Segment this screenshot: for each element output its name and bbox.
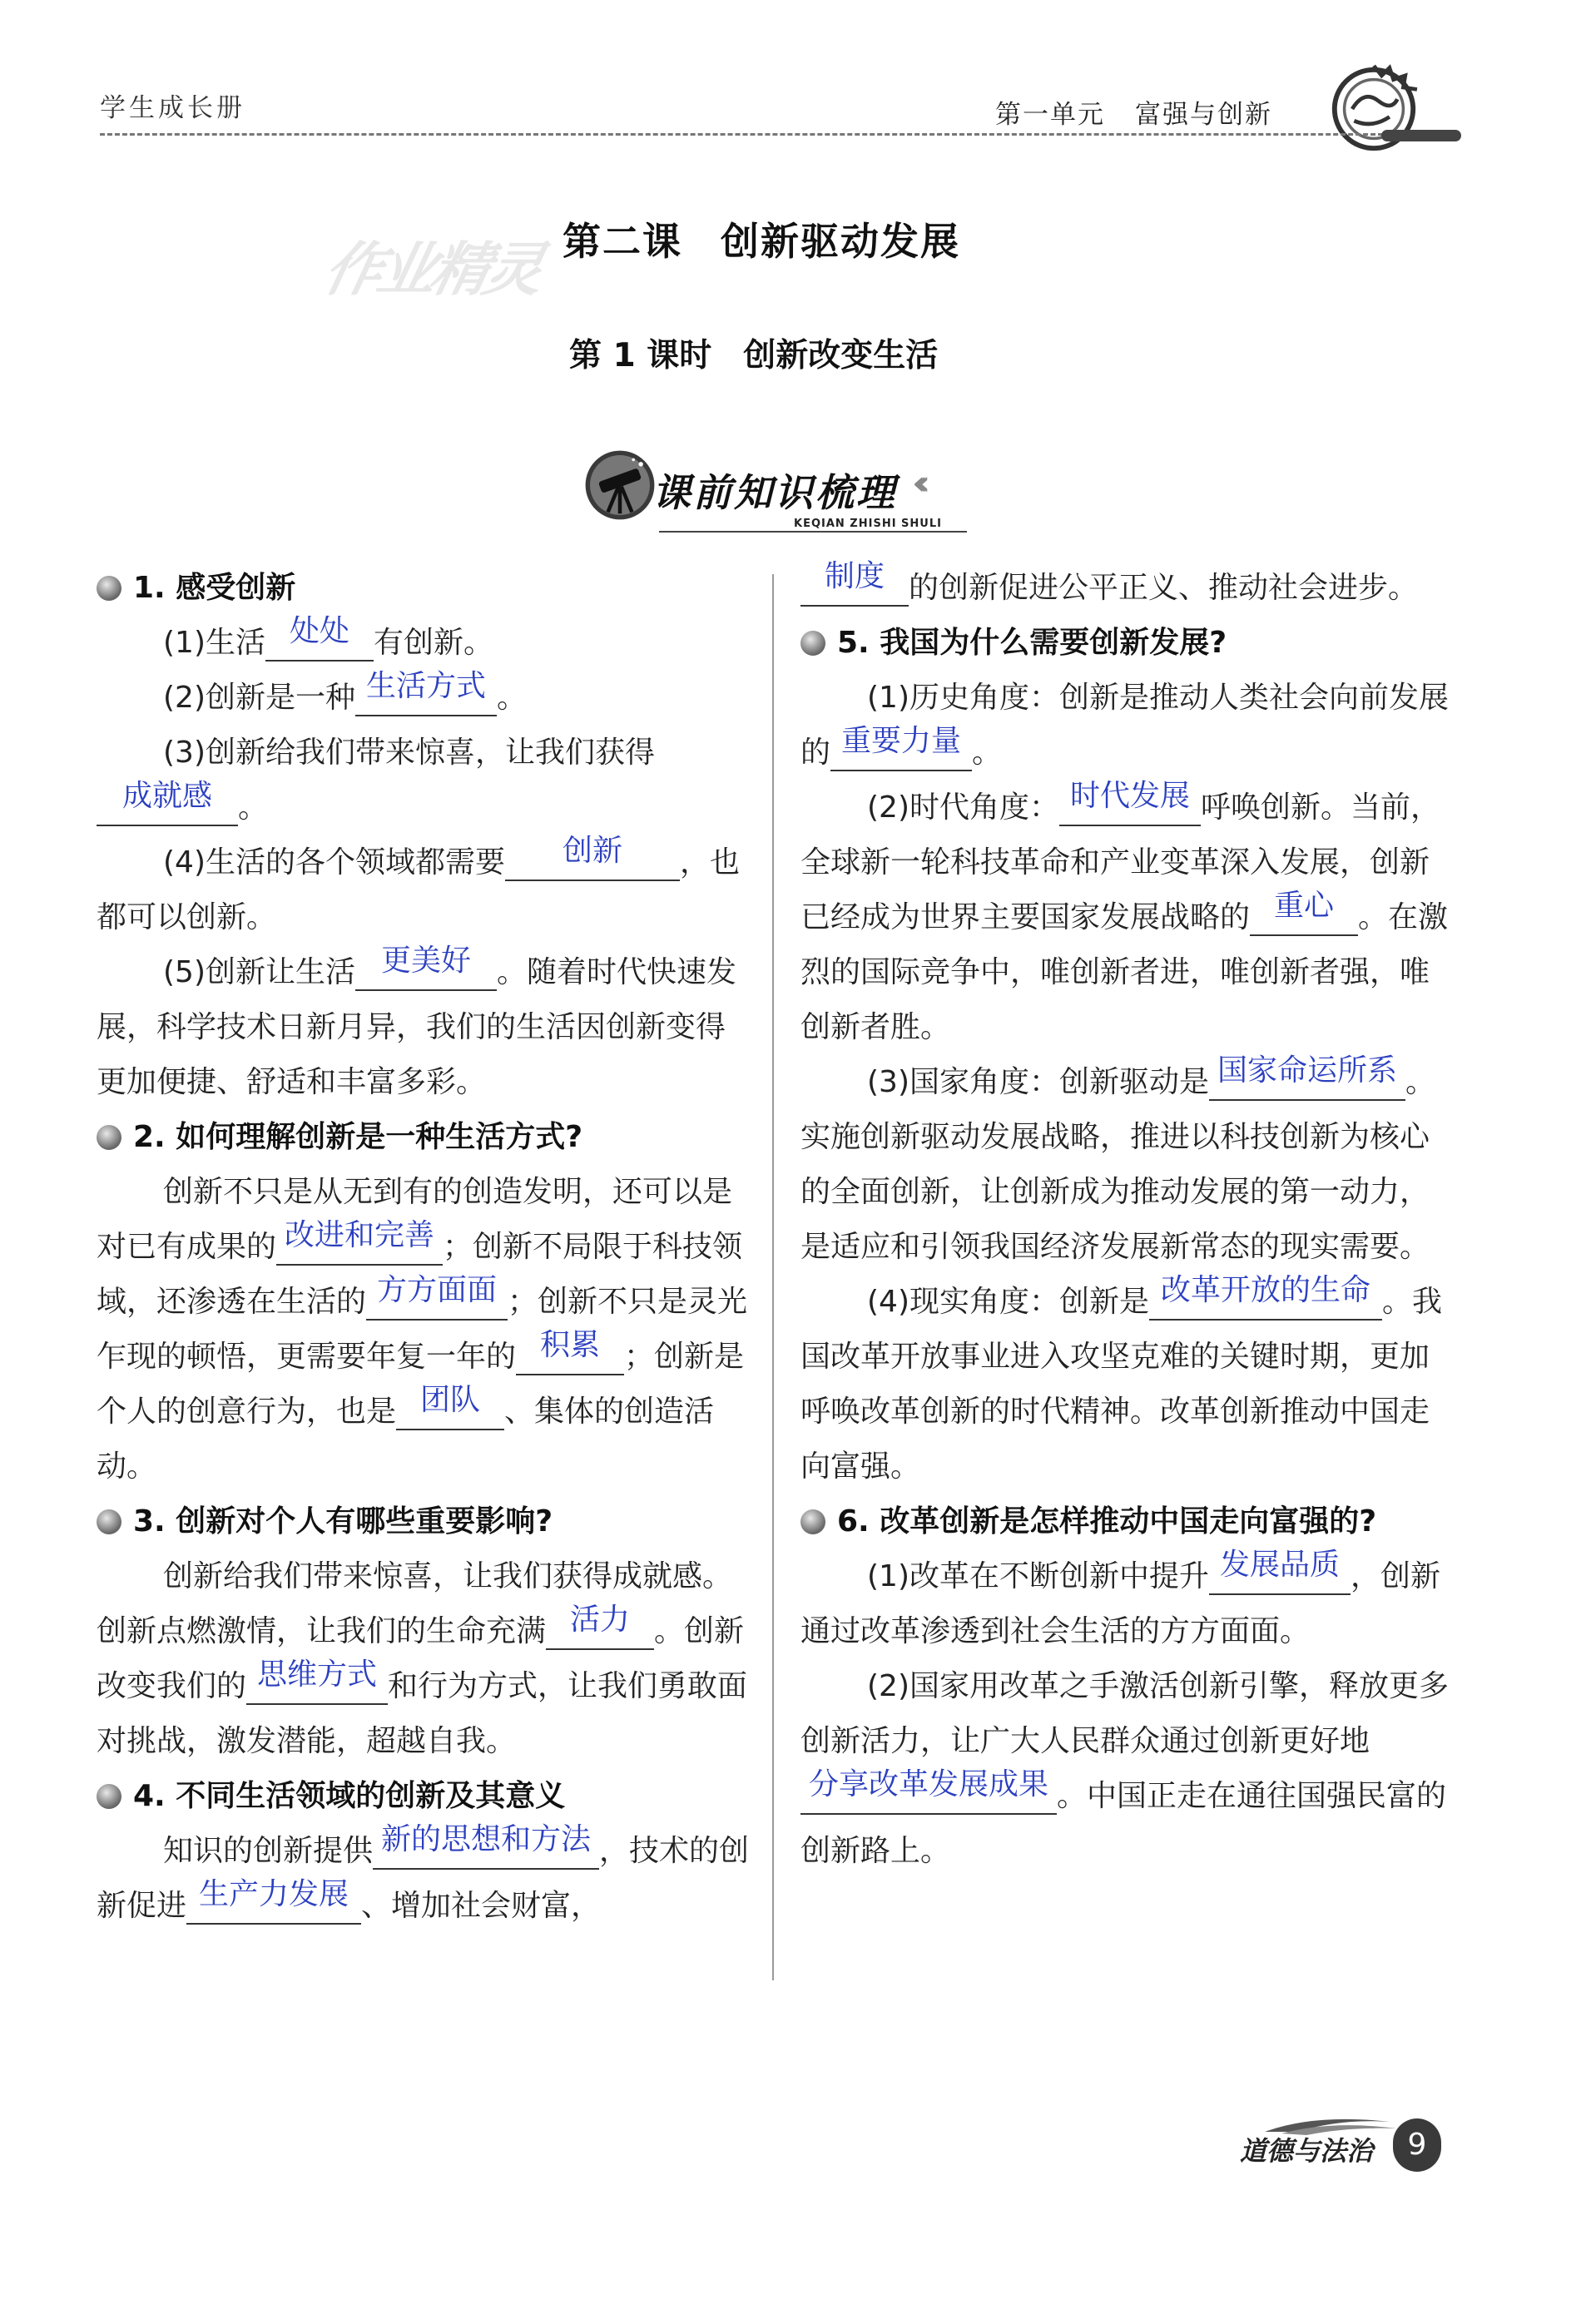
paragraph: (3)国家角度：创新驱动是 国家命运所系 。实施创新驱动发展战略，推进以科技创新为核心的全面创新，让创新成为推动发展的第一动力，是适应和引领我国经济发展新常态的现实需要。 xyxy=(800,1053,1436,1264)
answer-blank[interactable]: 制度 xyxy=(800,572,909,607)
answer-blank[interactable]: 团队 xyxy=(396,1395,504,1430)
paragraph: (2)时代角度： 时代发展 呼唤创新。当前，全球新一轮科技革命和产业变革深入发展，创新已经成为世界主要国家发展战略的 重心 。在激烈的国际竞争中，唯创新者进，唯创新者强，唯创新者胜。 xyxy=(800,779,1449,1044)
answer-blank[interactable]: 新的思想和方法 xyxy=(373,1835,599,1870)
paragraph: (2)国家用改革之手激活创新引擎，释放更多创新活力，让广大人民群众通过创新更好地分享改革发展成果 。中国正走在通往国强民富的创新路上。 xyxy=(800,1669,1449,1868)
paragraph: 创新不只是从无到有的创造发明，还可以是对已有成果的 改进和完善 ；创新不局限于科技领域，还渗透在生活的 方方面面 ；创新不只是灵光乍现的顿悟，更需要年复一年的 积累 ；创新是个人的创意行为，也是 团队 、集体的创造活动。 xyxy=(97,1175,748,1484)
section-banner: 课前知识梳理 xyxy=(652,470,897,515)
answer-blank[interactable]: 生活方式 xyxy=(355,681,497,716)
lesson-title xyxy=(563,211,960,266)
answer-blank[interactable]: 更美好 xyxy=(355,956,497,991)
telescope-icon xyxy=(582,448,657,523)
question-heading: 2. 如何理解创新是一种生活方式? xyxy=(97,1110,754,1165)
bullet-icon xyxy=(800,631,825,656)
bullet-icon xyxy=(97,1509,121,1534)
question-heading: 4. 不同生活领域的创新及其意义 xyxy=(97,1769,754,1824)
unit-title: 富强与创新 xyxy=(1135,100,1272,130)
bullet-icon xyxy=(97,1125,121,1150)
left-column xyxy=(97,561,754,1934)
answer-blank[interactable]: 生产力发展 xyxy=(186,1890,361,1925)
answer-blank[interactable]: 国家命运所系 xyxy=(1209,1066,1405,1101)
header-bar xyxy=(1381,130,1461,141)
lesson-number: 第二课 xyxy=(563,219,682,264)
answer-blank[interactable]: 发展品质 xyxy=(1209,1560,1351,1595)
bullet-icon xyxy=(97,576,121,601)
column-divider xyxy=(772,574,774,1980)
subject-logo: 道德与法治 xyxy=(1240,2135,1374,2167)
page-number: 9 xyxy=(1393,2118,1441,2172)
paragraph: (1)改革在不断创新中提升 发展品质 ，创新通过改革渗透到社会生活的方方面面。 xyxy=(800,1548,1441,1648)
paragraph: (1)历史角度：创新是推动人类社会向前发展的 重要力量 。 xyxy=(800,681,1449,770)
bullet-icon xyxy=(97,1784,121,1809)
banner-underline xyxy=(659,531,967,533)
period-number: 第 1 课时 xyxy=(569,337,712,374)
answer-blank[interactable]: 处处 xyxy=(265,627,374,662)
paragraph: (5)创新让生活 更美好 。随着时代快速发展，科学技术日新月异，我们的生活因创新变得更加便捷、舒适和丰富多彩。 xyxy=(97,944,737,1099)
answer-blank[interactable]: 思维方式 xyxy=(246,1670,388,1705)
paragraph: 制度 的创新促进公平正义、推动社会进步。 xyxy=(800,561,1458,616)
answer-blank[interactable]: 改革开放的生命 xyxy=(1149,1286,1382,1321)
question-heading: 3. 创新对个人有哪些重要影响? xyxy=(97,1494,754,1549)
paragraph: 知识的创新提供 新的思想和方法 ，技术的创新促进 生产力发展 、增加社会财富， xyxy=(97,1822,750,1923)
answer-blank[interactable]: 时代发展 xyxy=(1059,791,1201,826)
answer-blank[interactable]: 成就感 xyxy=(97,791,238,826)
unit-header xyxy=(995,93,1272,131)
answer-blank[interactable]: 积累 xyxy=(516,1340,624,1375)
period-title xyxy=(569,330,938,376)
paragraph: 创新给我们带来惊喜，让我们获得成就感。创新点燃激情，让我们的生命充满 活力 。创新改变我们的 思维方式 和行为方式，让我们勇敢面对挑战，激发潜能，超越自我。 xyxy=(97,1559,748,1758)
question-heading: 1. 感受创新 xyxy=(97,561,754,616)
question-heading: 5. 我国为什么需要创新发展? xyxy=(800,616,1458,671)
answer-blank[interactable]: 创新 xyxy=(505,846,680,881)
banner-pinyin: KEQIAN ZHISHI SHULI xyxy=(794,518,942,530)
book-label: 学生成长册 xyxy=(100,93,245,123)
answer-blank[interactable]: 改进和完善 xyxy=(276,1231,443,1266)
paragraph: (1)生活 处处 有创新。 xyxy=(163,614,494,660)
answer-blank[interactable]: 分享改革发展成果 xyxy=(800,1780,1057,1815)
answer-blank[interactable]: 活力 xyxy=(546,1615,654,1650)
unit-label: 第一单元 xyxy=(995,100,1105,130)
paragraph: (4)生活的各个领域都需要 创新 ，也都可以创新。 xyxy=(97,834,741,934)
watermark: 作业精灵 xyxy=(318,235,546,304)
chevrons-icon: ‹‹‹‹ xyxy=(912,464,919,503)
period-name: 创新改变生活 xyxy=(743,337,939,374)
paragraph: (4)现实角度：创新是 改革开放的生命 。我国改革开放事业进入攻坚克难的关键时期，更加呼唤改革创新的时代精神。改革创新推动中国走向富强。 xyxy=(800,1273,1443,1484)
lesson-name: 创新驱动发展 xyxy=(721,219,960,264)
header-divider xyxy=(100,133,1398,136)
paragraph: (2)创新是一种 生活方式 。 xyxy=(163,669,528,715)
answer-blank[interactable]: 重要力量 xyxy=(830,736,972,771)
right-column xyxy=(800,561,1458,1879)
dragon-emblem-icon xyxy=(1325,60,1423,158)
bullet-icon xyxy=(800,1509,825,1534)
answer-blank[interactable]: 重心 xyxy=(1250,901,1358,936)
paragraph: (3)创新给我们带来惊喜，让我们获得成就感 。 xyxy=(97,726,754,835)
question-heading: 6. 改革创新是怎样推动中国走向富强的? xyxy=(800,1494,1458,1549)
answer-blank[interactable]: 方方面面 xyxy=(366,1286,508,1321)
